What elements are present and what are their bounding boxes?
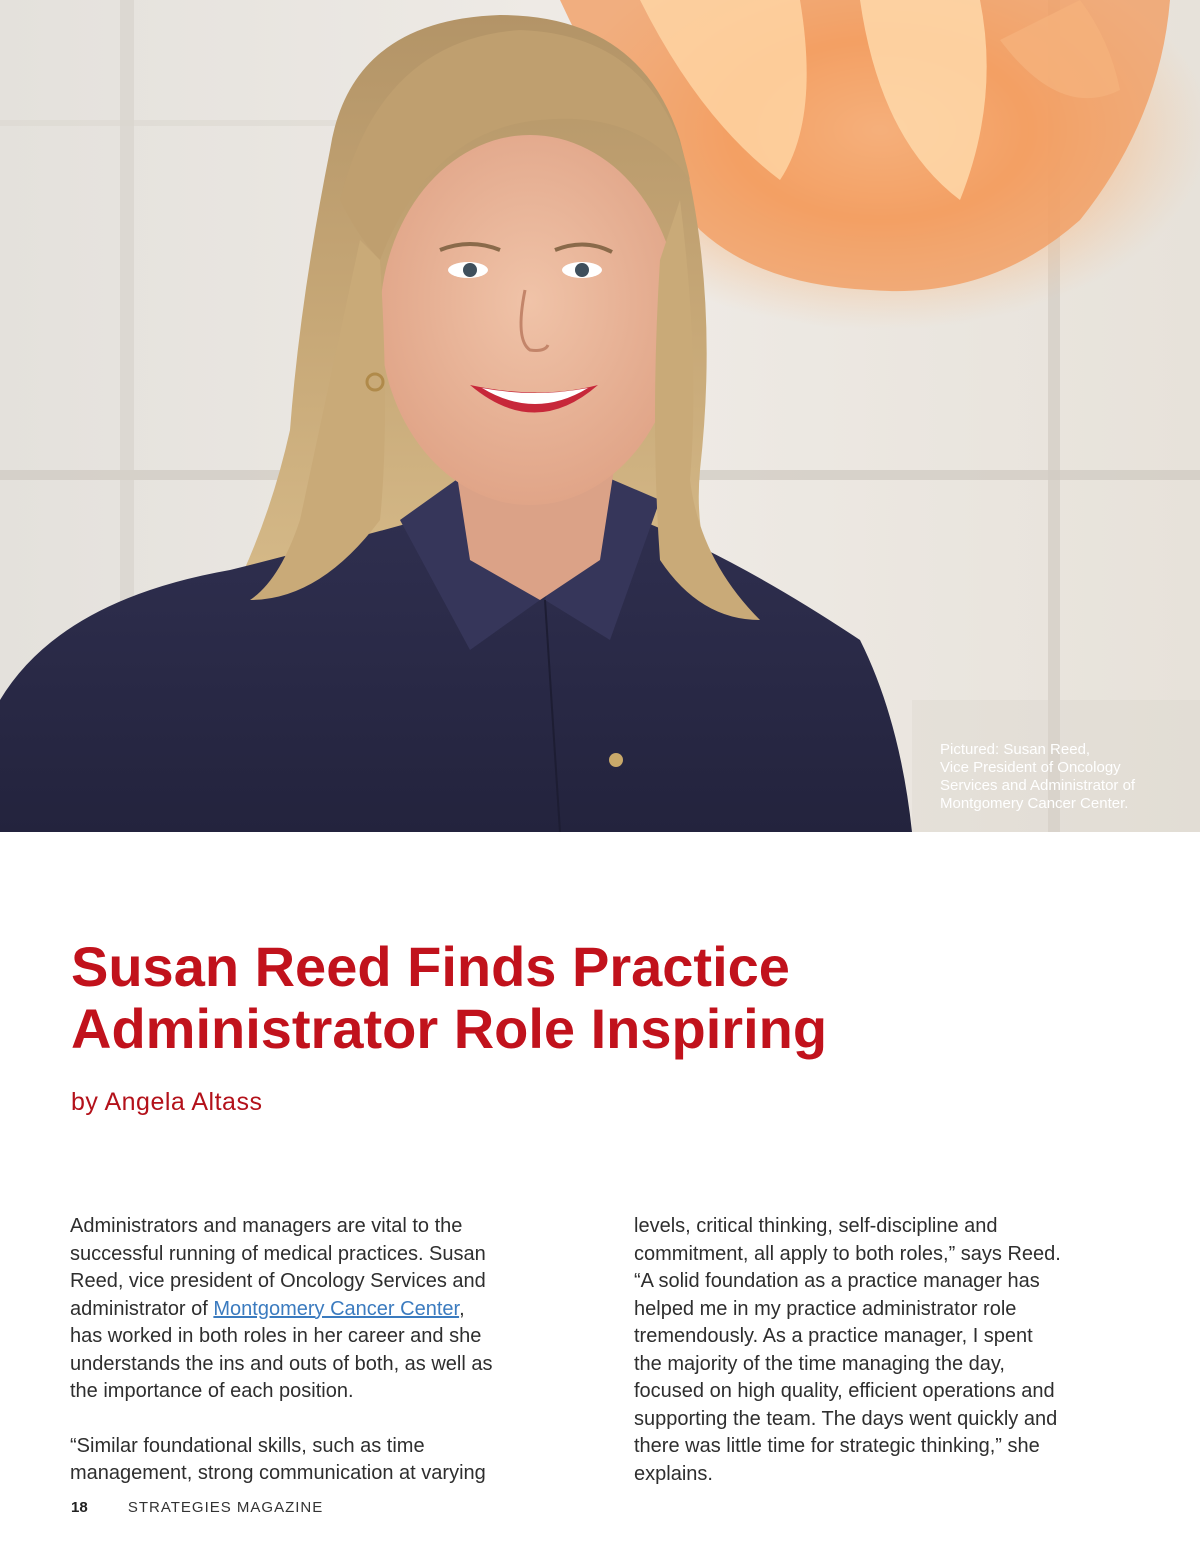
body-line: focused on high quality, efficient operations and — [634, 1380, 1055, 1402]
body-line: supporting the team. The days went quickly and — [634, 1407, 1058, 1430]
caption-line: Pictured: Susan Reed, — [940, 741, 1091, 758]
caption-line: Vice President of Oncology — [940, 759, 1121, 776]
article-title-line: Administrator Role Inspiring — [71, 997, 828, 1060]
body-line: explains. — [634, 1462, 713, 1485]
body-paragraph — [70, 1433, 590, 1488]
body-line: the importance of each position. — [70, 1380, 354, 1402]
body-line: “A solid foundation as a practice manager has — [634, 1270, 1040, 1292]
body-paragraph — [634, 1213, 1164, 1488]
body-line: “Similar foundational skills, such as time — [70, 1434, 425, 1457]
body-line: commitment, all apply to both roles,” says Reed. — [634, 1242, 1061, 1265]
body-line: management, strong communication at varying — [70, 1462, 486, 1484]
caption-line: Montgomery Cancer Center. — [940, 795, 1129, 812]
article-title — [71, 936, 1131, 1060]
body-line: levels, critical thinking, self-discipline and — [634, 1215, 998, 1237]
body-line: the majority of the time managing the day, — [634, 1352, 1005, 1375]
body-paragraph — [70, 1213, 590, 1406]
body-line: tremendously. As a practice manager, I spent — [634, 1325, 1033, 1347]
body-line — [70, 1296, 590, 1324]
page-footer — [71, 1499, 323, 1516]
body-line: has worked in both roles in her career and she — [70, 1325, 482, 1347]
body-line: helped me in my practice administrator role — [634, 1297, 1017, 1320]
body-line: successful running of medical practices. Susan — [70, 1242, 486, 1265]
photo-caption — [940, 741, 1190, 813]
article-title-line: Susan Reed Finds Practice — [71, 935, 790, 998]
body-text: administrator of — [70, 1297, 214, 1320]
magazine-name: STRATEGIES MAGAZINE — [127, 1499, 324, 1516]
body-column-left — [70, 1213, 590, 1488]
body-line: Reed, vice president of Oncology Services and — [70, 1270, 486, 1292]
page-number: 18 — [71, 1499, 88, 1516]
body-line: there was little time for strategic thinking,” she — [634, 1435, 1040, 1457]
montgomery-cancer-center-link[interactable]: Montgomery Cancer Center — [213, 1297, 460, 1320]
caption-line: Services and Administrator of — [940, 777, 1136, 794]
body-column-right — [634, 1213, 1164, 1488]
body-line: Administrators and managers are vital to the — [70, 1215, 463, 1237]
body-text: , — [459, 1297, 465, 1320]
body-line: understands the ins and outs of both, as well as — [70, 1352, 493, 1375]
article-byline: by Angela Altass — [71, 1088, 263, 1116]
